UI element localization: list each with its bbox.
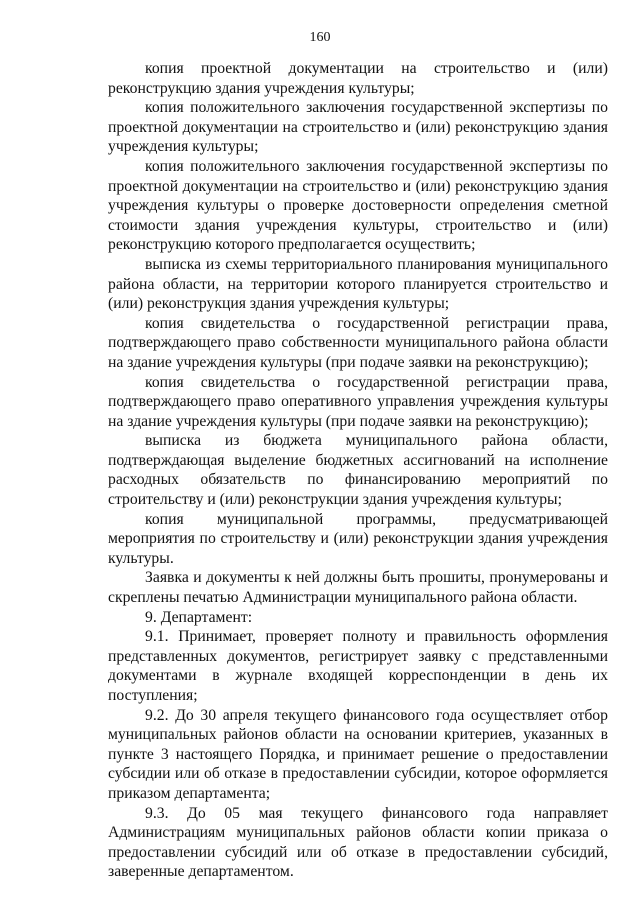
paragraph: копия свидетельства о государственной регистрации права, подтверждающего право оперативного управления учреждения культуры на здание учреждения культуры (при подаче заявки на реконструкцию); xyxy=(108,373,608,430)
paragraph: 9.3. До 05 мая текущего финансового года направляет Администрациям муниципальных районов области копии приказа о предоставлении субсидий или об отказе в предоставлении субсидий, заверенные департаментом. xyxy=(108,804,608,881)
section-heading: 9. Департамент: xyxy=(145,608,253,626)
paragraph: копия положительного заключения государственной экспертизы по проектной документации на строительство и (или) реконструкцию здания учреждения культуры о проверке достоверности определения сметной стоимости здания учреждения культуры, строительство и (или) реконструкцию которого предполагается осуществить; xyxy=(108,157,608,254)
paragraph: выписка из бюджета муниципального района области, подтверждающая выделение бюджетных ассигнований на исполнение расходных обязательств по финансированию мероприятий по строительству и (или) реконструкции здания учреждения культуры; xyxy=(108,432,608,509)
paragraph: копия свидетельства о государственной регистрации права, подтверждающего право собственности муниципального района области на здание учреждения культуры (при подаче заявки на реконструкцию); xyxy=(108,314,608,371)
paragraph: копия муниципальной программы, предусматривающей мероприятия по строительству и (или) реконструкции здания учреждения культуры. xyxy=(108,510,608,567)
paragraph: 9.2. До 30 апреля текущего финансового года осуществляет отбор муниципальных районов области на основании критериев, указанных в пункте 3 настоящего Порядка, и принимает решение о предоставлении субсидии или об отказе в предоставлении субсидии, которое оформляется приказом департамента; xyxy=(108,706,608,802)
paragraph: копия положительного заключения государственной экспертизы по проектной документации на строительство и (или) реконструкцию здания учреждения культуры; xyxy=(108,99,608,156)
paragraph: копия проектной документации на строительство и (или) реконструкцию здания учреждения культуры; xyxy=(108,60,608,97)
paragraph: выписка из схемы территориального планирования муниципального района области, на территории которого планируется строительство и (или) реконструкция здания учреждения культуры; xyxy=(108,255,608,313)
paragraph: Заявка и документы к ней должны быть прошиты, пронумерованы и скреплены печатью Администрации муниципального района области. xyxy=(108,569,608,607)
document-body xyxy=(108,59,608,882)
paragraph: 9.1. Принимает, проверяет полноту и правильность оформления представленных документов, регистрирует заявку с представленными документами в журнале входящей корреспонденции в день их поступления; xyxy=(108,628,608,704)
page-number: 160 xyxy=(309,30,331,45)
